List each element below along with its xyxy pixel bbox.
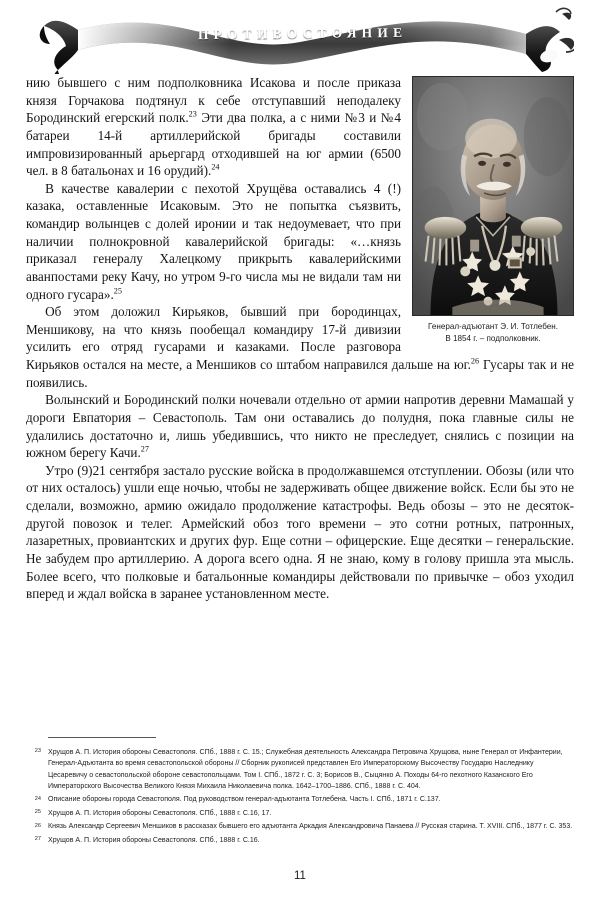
footnote-25-number: 25 (34, 809, 41, 816)
footnote-27-number: 27 (34, 836, 41, 843)
figure-portrait (412, 76, 574, 344)
footnote-24 (26, 794, 574, 805)
footnote-27-text: Хрущов А. П. История обороны Севастополя. СПб., 1888 г. С.16. (48, 836, 260, 844)
page-body (26, 74, 574, 603)
footnote-27 (26, 835, 574, 846)
page-number: 11 (294, 870, 306, 882)
page-header (26, 0, 574, 74)
footnote-25-text: Хрущов А. П. История обороны Севастополя. СПб., 1888 г. С.16, 17. (48, 809, 272, 817)
footnote-ref-27[interactable]: 27 (140, 444, 149, 454)
ribbon-banner (26, 0, 574, 74)
footnote-ref-23[interactable]: 23 (188, 109, 197, 119)
footnote-23-text: Хрущов А. П. История обороны Севастополя. СПб., 1888 г. С. 15.; Служебная деятельность Александра Петровича Хрущова, ныне Генерал от Инфантерии, Генерал-Адъютанта во время севастопольской обороны // Сборник рукописей представлен Его Императорскому Высочеству Государю Наследнику Цесаревичу о севастопольской обороне севастопольцами. Том I. СПб., 1872 г. С. 3; Борисов В., Сыцянко А. Походы 64-го пехотного Казанского Его Императорского Высочества Великого Князя Михаила Николаевича полка. 1642–1700–1886. СПб., 1888 г. С. 404. (48, 748, 563, 790)
figure-caption (412, 321, 574, 344)
footnote-25 (26, 808, 574, 819)
footnote-24-text: Описание обороны города Севастополя. Под руководством генерал-адъютанта Тотлебена. Часть I. СПб., 1871 г. С.137. (48, 796, 441, 804)
caption-line-2: В 1854 г. – подполковник. (445, 333, 541, 343)
footnote-ref-24[interactable]: 24 (211, 162, 220, 172)
portrait-general-totleben-image (412, 76, 574, 316)
portrait-graphic (413, 77, 573, 315)
footnote-ref-26[interactable]: 26 (470, 356, 480, 366)
footnote-23 (26, 747, 574, 793)
paragraph-2: В качестве кавалерии с пехотой Хрущёва оставались 4 (!) казака, оставленные Исаковым. Это не попытка съязвить, командир волынцев с долей иронии и так недоумевает, что при наличии полнокровной кавалерийской бригады: «…князь приказал генералу Халецкому прикрыть кавалерийскими аванпостами реку Качу, но утром 9-го числа мы не видали там ни одного гусара».$^{25}$ (26, 180, 401, 302)
footnote-ref-25[interactable]: 25 (113, 286, 122, 296)
footnote-separator-rule (48, 737, 156, 738)
footnote-23-number: 23 (34, 748, 41, 755)
caption-line-1: Генерал-адъютант Э. И. Тотлебен. (428, 322, 558, 331)
paragraph-5: Утро (9)21 сентября застало русские войска в продолжавшемся отступлении. Обозы (или что от них осталось) ушли еще ночью, чтобы не задерживать общее движение войск. Если бы это не сделали, возможно, армию ожидало продолжение катастрофы. Ведь обозы – это не десяток-другой повозок и телег. Армейский обоз того времени – это сотни ротных, патронных, лазаретных, провиантских и других фур. Еще сотни – офицерские. Еще десятки – генеральские. Не забудем про артиллерию. А дорога всего одна. Я не знаю, кому в голову пришла эта мысль. Более всего, что полковые и батальонные командиры действовали по привычке – обоз уходил вперед и ждал войска в заранее установленном месте. (26, 462, 574, 602)
footnotes-section (26, 737, 574, 848)
footnote-26-text: Князь Александр Сергеевич Меншиков в рассказах бывшего его адъютанта Аркадия Александровича Панаева // Русская старина. Т. XVIII. СПб., 1877 г. С. 353. (48, 823, 573, 831)
footnote-26 (26, 821, 574, 832)
paragraph-3: Об этом доложил Кирьяков, бывший при бородинцах, Меншикову, на что князь пообещал командиру 17-й дивизии усилить его отряд гусарами и казаками. После разговора Кирьяков остался на месте, а Меншиков со штабом направился дальше на юг.$^{26}$ Гусары так и не появились. (26, 304, 574, 390)
paragraph-1: нию бывшего с ним подполковника Исакова и после приказа князя Горчакова подтянул к себе отступавший неподалеку Бородинский егерский полк.$^{23}$ Эти два полка, а с ними №3 и №4 батареи 14-й артиллерийской бригады составили импровизированный арьергард отходившей на юг армии (6500 чел. в 8 батальонах и 16 орудий).$^{24}$ (26, 75, 401, 179)
footnote-26-number: 26 (34, 822, 41, 829)
paragraph-4: Волынский и Бородинский полки ночевали отдельно от армии напротив деревни Мамашай у дороги Евпатория – Севастополь. Там они оставались до полудня, пока главные силы не удалились достаточно и, лишь убедившись, что никто не преследует, снялись с позиции на южном берегу Качи.$^{27}$ (26, 392, 574, 461)
banner-title: ПРОТИВОСТОЯНИЕ (197, 24, 408, 43)
ribbon-graphic (26, 0, 574, 74)
footnote-24-number: 24 (34, 795, 41, 802)
